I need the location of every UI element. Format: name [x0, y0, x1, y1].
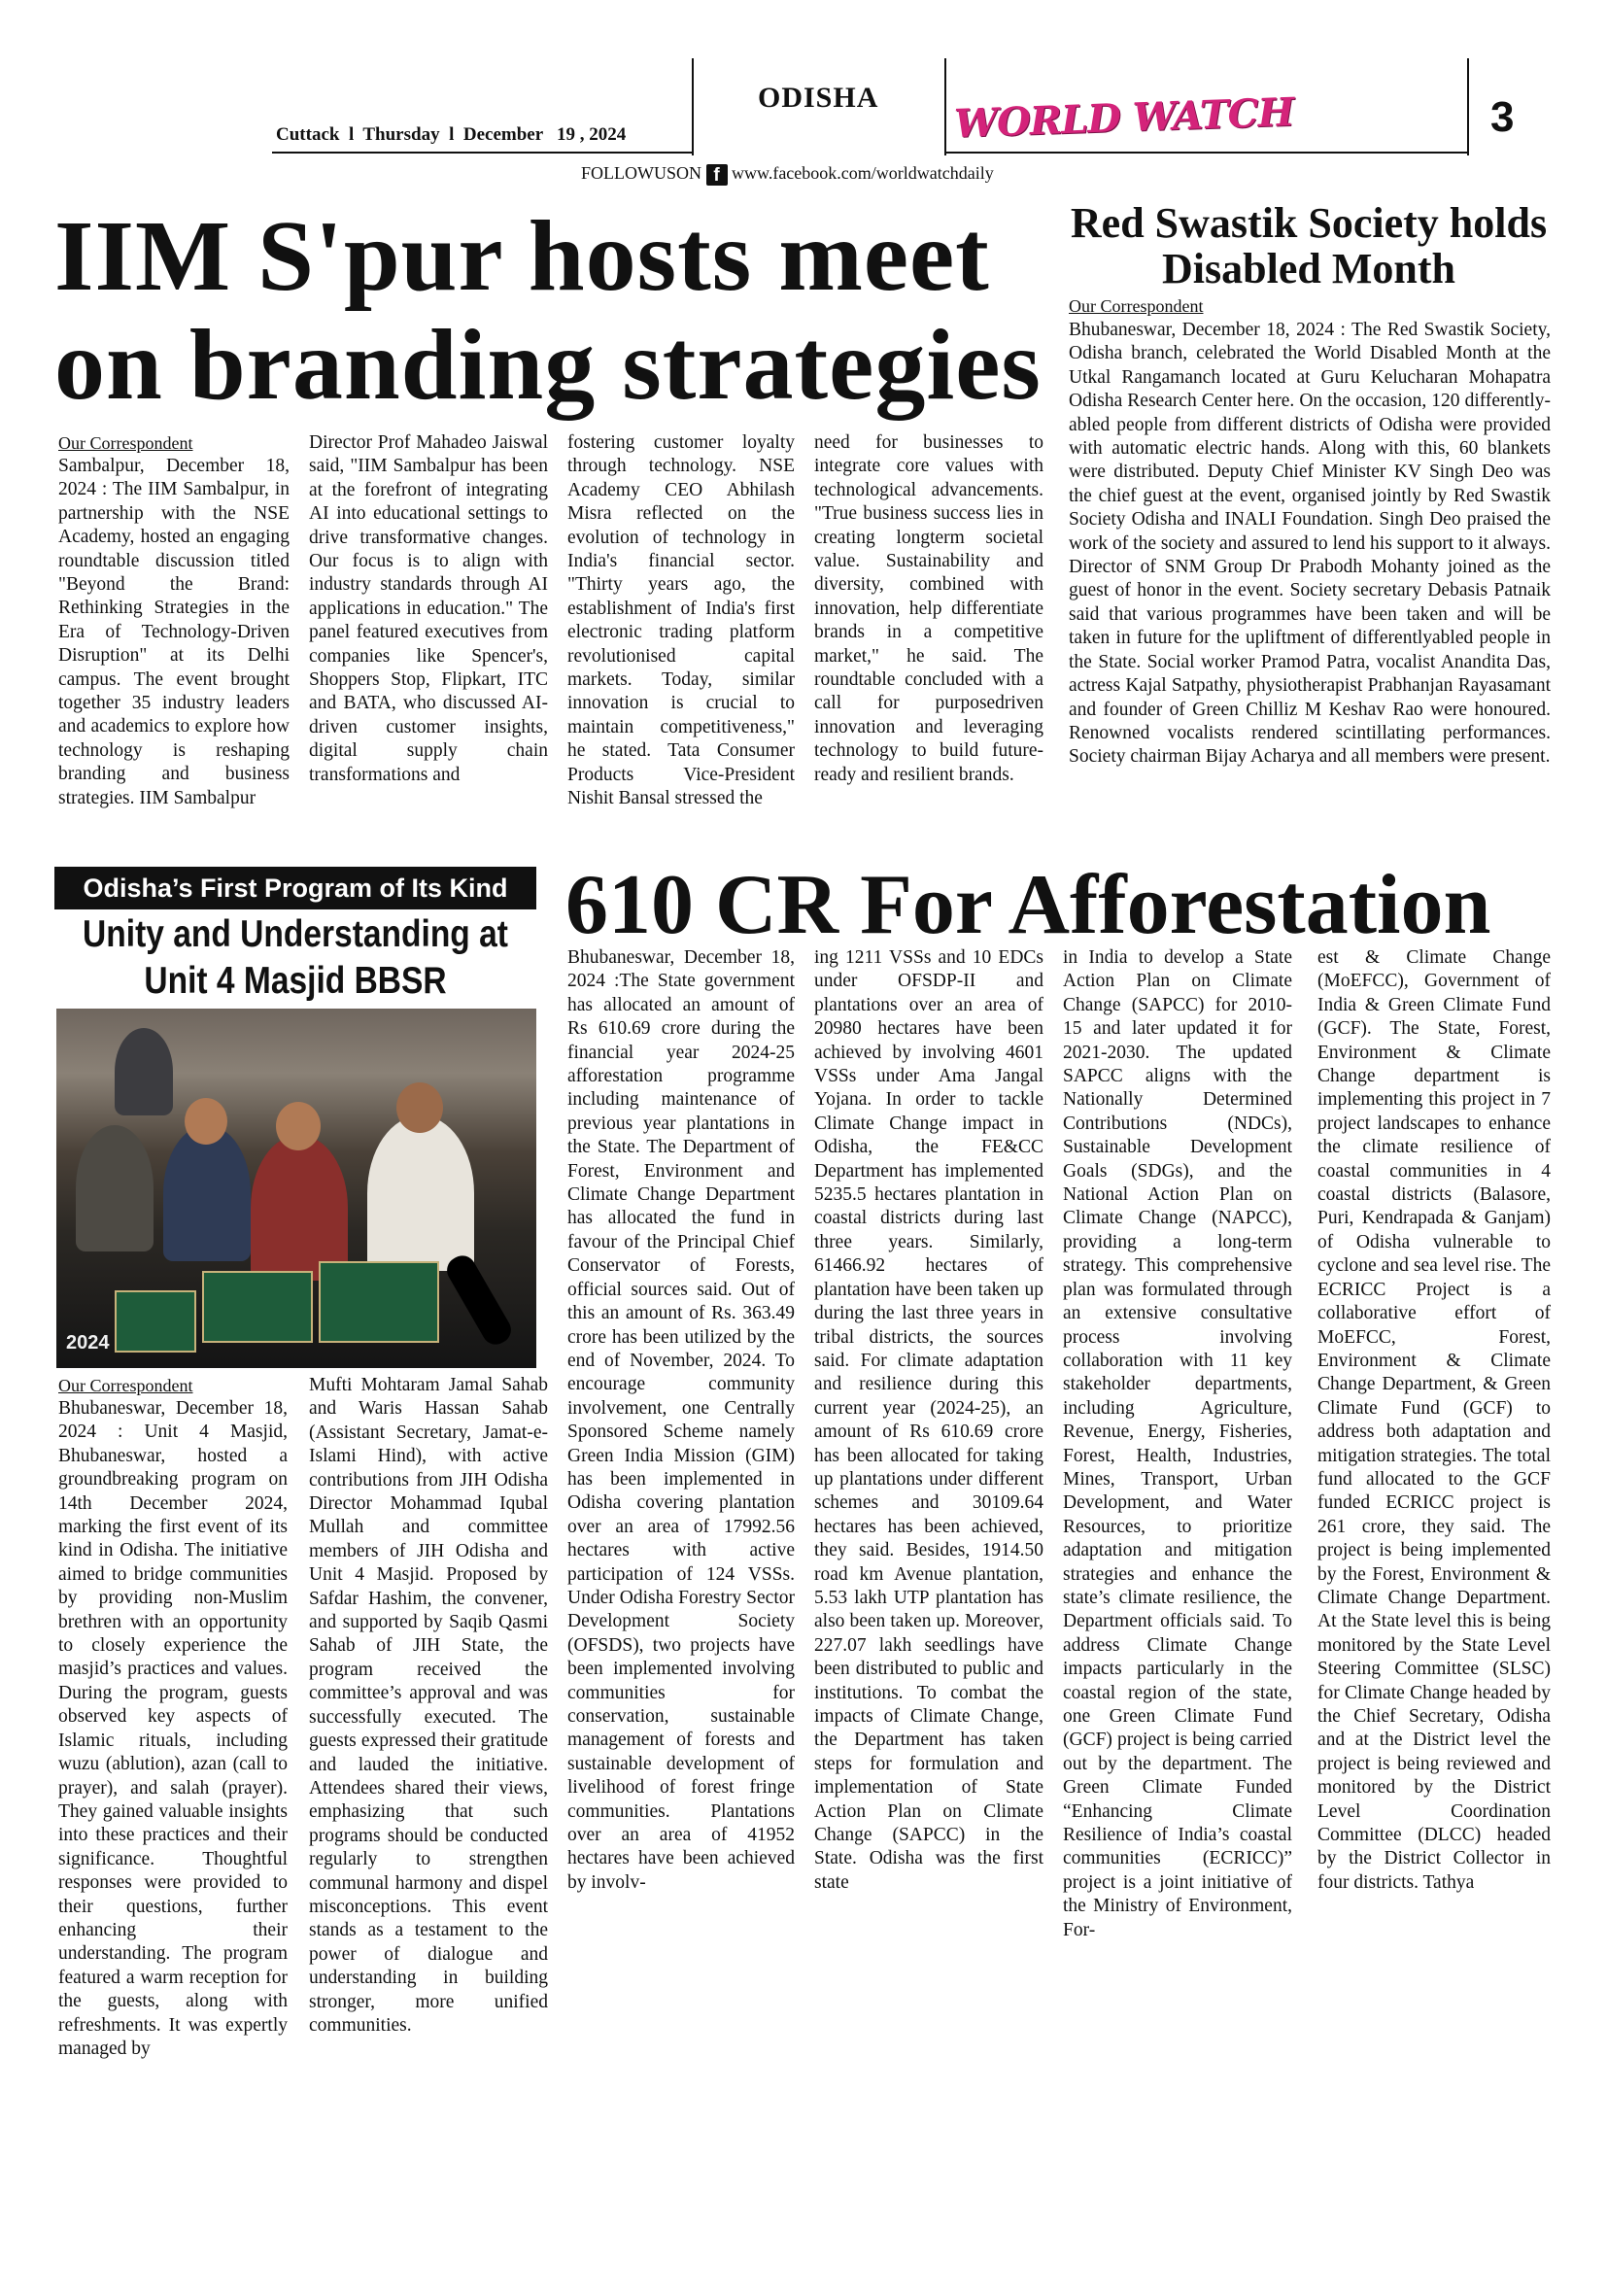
afforestation-headline: 610 CR For Afforestation [565, 858, 1491, 952]
afforestation-column-4: est & Climate Change (MoEFCC), Government of India & Green Climate Fund (GCF). The State, Forest, Environment & Climate Change department is implementing this project in 7 project landscapes to enhance the climate resilience of coastal communities in 4 coastal districts (Balasore, Puri, Kendrapada & Ganjam) of Odisha vulnerable to cyclone and sea level rise. The ECRICC Project is a collaborative effort of MoEFCC, Forest, Environment & Climate Change Department, & Green Climate Fund (GCF) to address both adaptation and mitigation strategies. The total fund allocated to the GCF funded ECRICC project is 261 crore, they said. The project is being implemented by the Forest, Environment & Climate Change Department. At the State level this is being monitored by the State Level Steering Committee (SLSC) for Climate Change headed by the Chief Secretary, Odisha and at the District level the project is being reviewed and monitored by the District Level Coordination Committee (DLCC) headed by the District Collector in four districts. Tathya [1317, 947, 1551, 1893]
masthead-divider-1 [692, 58, 694, 155]
afforestation-column-1: Bhubaneswar, December 18, 2024 :The State government has allocated an amount of Rs 610.69 crore during the financial year 2024-25 afforestation programme including maintenance of previous year plantations in the State. The Department of Forest, Environment and Climate Change Department has allocated the fund in favour of the Principal Chief Conservator of Forests, official sources said. Out of this an amount of Rs. 363.49 crore has been utilized by the end of November, 2024. To encourage community involvement, one Centrally Sponsored Scheme namely Green India Mission (GIM) has been implemented in Odisha covering plantation over an area of 17992.56 hectares with active participation of 124 VSSs. Under Odisha Forestry Sector Development Society (OFSDS), two projects have been implemented involving communities for conservation, sustainable management of forests and sustainable development of livelihood of forest fringe communities. Plantations over an area of 41952 hectares have been achieved by involv- [567, 947, 795, 1893]
photo-figure-2 [251, 1135, 348, 1281]
iim-column-1: Sambalpur, December 18, 2024 : The IIM Sambalpur, in partnership with the NSE Academy, hosted an engaging roundtable discussion titled "Beyond the Brand: Rethinking Strategies in the Era of Technology-Driven Disruption" at its Delhi campus. The event brought together 35 industry leaders and academics to explore how technology is reshaping branding and business strategies. IIM Sambalpur [58, 456, 290, 808]
facebook-icon: f [706, 164, 728, 186]
masjid-kicker: Odisha’s First Program of Its Kind [54, 867, 536, 909]
section-title: ODISHA [758, 82, 879, 114]
afforestation-column-3: in India to develop a State Action Plan on Climate Change (SAPCC) for 2010-15 and later updated it for 2021-2030. The updated SAPCC aligns with the Nationally Determined Contributions (NDCs), Sustainable Development Goals (SDGs), and the National Action Plan on Climate Change (NAPCC), providing a long-term strategy. This comprehensive plan was formulated through an extensive consultative process involving collaboration with 11 key stakeholder departments, including Agriculture, Revenue, Energy, Fisheries, Forest, Health, Industries, Mines, Transport, Urban Development, and Water Resources, to prioritize adaptation and mitigation strategies and enhance the state’s climate resilience, the Department officials said. To address Climate Change impacts particularly in the coastal region of the state, one Green Climate Fund (GCF) project is being carried out by the department. The Green Climate Funded “Enhancing Climate Resilience of India’s coastal communities (ECRICC)” project is a joint initiative of the Ministry of Environment, For- [1063, 947, 1292, 1940]
masjid-column-1: Bhubaneswar, December 18, 2024 : Unit 4 Masjid, Bhubaneswar, hosted a groundbreaking program on 14th December 2024, marking the first event of its kind in Odisha. The initiative aimed to bridge communities by providing non-Muslim brethren with an opportunity to closely experience the masjid’s practices and values. During the program, guests observed key aspects of Islamic rituals, including wuzu (ablution), azan (call to prayer), and salah (prayer). They gained valuable insights into these practices and their significance. Thoughtful responses were provided to their questions, further enhancing their understanding. The program featured a warm reception for the guests, along with refreshments. It was expertly managed by [58, 1398, 288, 2059]
iim-column-3: fostering customer loyalty through technology. NSE Academy CEO Abhilash Misra reflected on the evolution of technology in India's financial sector. "Thirty years ago, the establishment of India's first electronic trading platform revolutionised capital markets. Today, similar innovation is crucial to maintain competitiveness," he stated. Tata Consumer Products Vice-President Nishit Bansal stressed the [567, 432, 795, 809]
photo-head-3 [396, 1082, 443, 1133]
iim-headline: IIM S'pur hosts meet on branding strategies [54, 200, 1042, 421]
masjid-headline: Unity and Understanding at Unit 4 Masjid BBSR [83, 913, 508, 1002]
photo-book-3 [115, 1290, 196, 1353]
red-swastik-byline: Our Correspondent [1069, 296, 1204, 316]
photo-figure-3 [367, 1115, 474, 1271]
masthead-divider-2 [944, 58, 946, 155]
masjid-byline: Our Correspondent [58, 1376, 193, 1395]
photo-head-2 [276, 1102, 321, 1150]
facebook-url[interactable]: www.facebook.com/worldwatchdaily [732, 163, 994, 183]
iim-column-2: Director Prof Mahadeo Jaiswal said, "IIM Sambalpur has been at the forefront of integrating AI into educational settings to drive transformative changes. Our focus is to align with industry standards through AI applications in education." The panel featured executives from companies like Spencer's, Shoppers Stop, Flipkart, ITC and BATA, who discussed AI-driven customer insights, digital supply chain transformations and [309, 432, 548, 785]
masthead-rule-left [272, 152, 692, 154]
masthead-rule-right [944, 152, 1467, 154]
photo-figure-4 [76, 1125, 154, 1251]
world-watch-logo: WORLD WATCH [953, 88, 1295, 148]
photo-figure-1 [163, 1125, 251, 1261]
masthead-divider-3 [1467, 58, 1469, 155]
photo-book-2 [319, 1261, 439, 1343]
photo-book-1 [202, 1271, 313, 1343]
follow-us-bar [581, 163, 994, 186]
masjid-event-photo [56, 1009, 536, 1368]
page-number: 3 [1490, 93, 1515, 141]
iim-column-4: need for businesses to integrate core values with technological advancements. "True business success lies in creating longterm societal value. Sustainability and diversity, combined with innovation, help differentiate brands in a competitive market," he said. The roundtable concluded with a call for purposedriven innovation and leveraging technology to build future-ready and resilient brands. [814, 432, 1043, 785]
masjid-column-2: Mufti Mohtaram Jamal Sahab and Waris Hassan Sahab (Assistant Secretary, Jamat-e-Islami Hind), with active contributions from JIH Odisha Director Mohammad Iqubal Mullah and committee members of JIH Odisha and Unit 4 Masjid. Proposed by Safdar Hashim, the convener, and supported by Saqib Qasmi Sahab of JIH State, the program received the committee’s approval and was successfully executed. The guests expressed their gratitude and lauded the initiative. Attendees shared their views, emphasizing that such programs should be conducted regularly to strengthen communal harmony and dispel misconceptions. This event stands as a testament to the power of dialogue and understanding in building stronger, more unified communities. [309, 1375, 548, 2036]
red-swastik-headline: Red Swastik Society holds Disabled Month [1070, 199, 1548, 292]
photo-figure-standing [115, 1028, 173, 1115]
dateline: Cuttack l Thursday l December 19 , 2024 [276, 124, 627, 145]
photo-stamp: 2024 [66, 1332, 110, 1354]
photo-head-1 [185, 1098, 227, 1145]
iim-byline: Our Correspondent [58, 433, 193, 453]
red-swastik-body: Bhubaneswar, December 18, 2024 : The Red Swastik Society, Odisha branch, celebrated the World Disabled Month at the Utkal Rangamanch located at Guru Kelucharan Mohapatra Odisha Research Center here. On the occasion, 120 differently-abled people from different districts of Odisha were provided with automatic electric hands. Along with this, 60 blankets were distributed. Deputy Chief Minister KV Singh Deo was the chief guest at the event, organised jointly by Red Swastik Society Odisha and INALI Foundation. Singh Deo praised the work of the society and assured to lend his support to it always. Director of SNM Group Dr Prabodh Mohanty joined as the guest of honor in the event. Society secretary Debasis Patnaik said that various programmes have been taken and will be taken in future for the upliftment of differentlyabled people in the State. Social worker Pramod Patra, vocalist Anandita Das, actress Kajal Satpathy, physiotherapist Prabhanjan Rayasamant and founder of Green Chilliz M Keshav Rao were honoured. Renowned vocalists rendered scintillating performances. Society chairman Bijay Acharya and all members were present. [1069, 320, 1551, 768]
follow-label: FOLLOWUSON [581, 163, 701, 183]
afforestation-column-2: ing 1211 VSSs and 10 EDCs under OFSDP-II and plantations over an area of 20980 hectares have been achieved by involving 4601 VSSs under Ama Jangal Yojana. In order to tackle Climate Change impact in Odisha, the FE&CC Department has implemented 5235.5 hectares plantation in coastal districts during last three years. Similarly, 61466.92 hectares of plantation have been taken up during the last three years in tribal districts, the sources said. For climate adaptation and resilience during this current year (2024-25), an amount of Rs 610.69 crore has been allocated for taking up plantations under different schemes and 30109.64 hectares has been achieved, they said. Besides, 1914.50 road km Avenue plantation, 5.53 lakh UTP plantation has also been taken up. Moreover, 227.07 lakh seedlings have been distributed to public and institutions. To combat the impacts of Climate Change, the Department has taken steps for formulation and implementation of State Action Plan on Climate Change (SAPCC) in the State. Odisha was the first state [814, 947, 1043, 1893]
photo-microphone-icon [442, 1251, 516, 1350]
